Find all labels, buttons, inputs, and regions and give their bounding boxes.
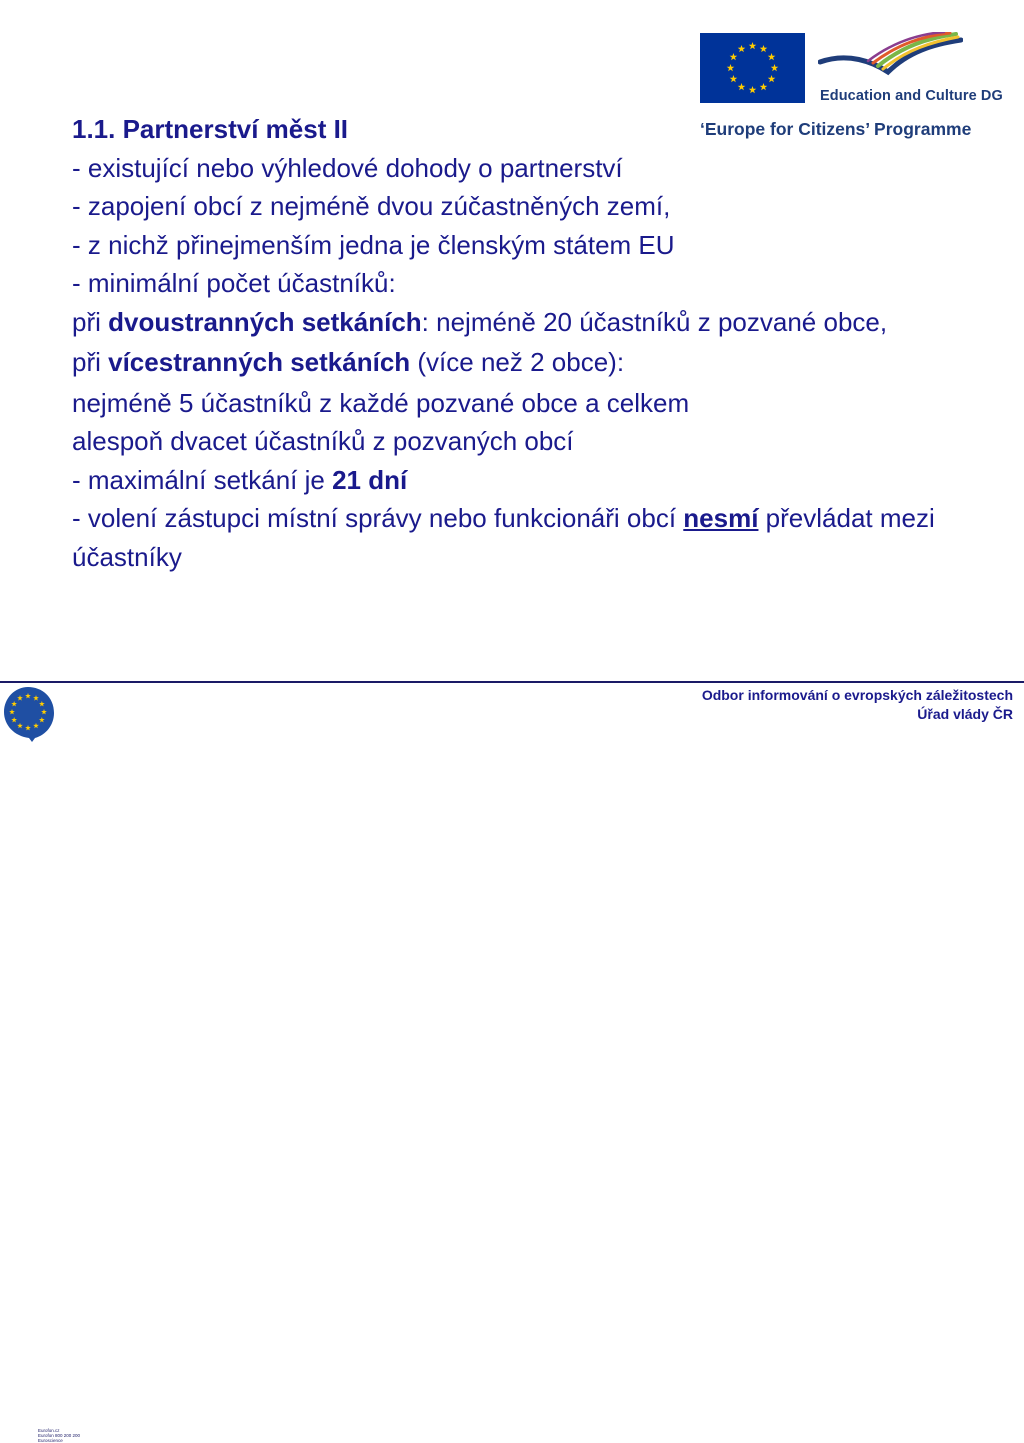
dg-label: Education and Culture DG [820, 88, 1003, 104]
programme-label: ‘Europe for Citizens’ Programme [700, 119, 972, 139]
footer-small-line: Eurofon.cz [38, 1428, 60, 1433]
footer-text [702, 686, 1013, 724]
footer-small-line: Eurofon 800 200 200 [38, 1433, 81, 1438]
eu-flag-icon [700, 33, 805, 103]
text-line: nejméně 5 účastníků z každé pozvané obce a celkem [72, 387, 690, 418]
line-rest: převládat mezi účastníky [72, 503, 935, 572]
line-bold-underlined: nesmí [683, 503, 759, 533]
bullet-bilateral [72, 303, 987, 344]
text-line: - minimální počet účastníků: [72, 268, 396, 298]
footer-small-line: Euroscience [38, 1438, 63, 1443]
text-line-max-duration [72, 461, 987, 500]
text-line: - z nichž přinejmenším jedna je členským státem EU [72, 229, 675, 260]
slide-title: 1.1. Partnerství měst II [72, 114, 349, 144]
slide-content [72, 110, 987, 576]
line-prefix: - volení zástupci místní správy nebo funkcionáři obcí [72, 503, 684, 533]
text-line: alespoň dvacet účastníků z pozvaných obcí [72, 426, 574, 456]
bullet-multilateral [72, 343, 987, 384]
line-bold: 21 dní [332, 464, 408, 495]
bullet-prefix: při [72, 306, 109, 337]
culture-swoosh-logo-icon [818, 32, 963, 82]
text-line-officials [72, 499, 987, 576]
footer-office: Úřad vlády ČR [917, 706, 1013, 722]
bullet-prefix: při [72, 347, 109, 377]
bullet-rest: : nejméně 20 účastníků z pozvané obce, [421, 306, 888, 337]
line-prefix: - maximální setkání je [72, 464, 333, 495]
bullet-bold: dvoustranných setkáních [108, 306, 422, 337]
footer-small-text [38, 1428, 82, 1443]
footer-dept: Odbor informování o evropských záležitostech [701, 687, 1013, 703]
footer-divider [0, 681, 1024, 683]
footer-emblem [0, 683, 84, 1443]
bullet-rest: (více než 2 obce): [410, 347, 625, 377]
eu-circle-emblem-icon [2, 685, 58, 743]
bullet-bold: vícestranných setkáních [108, 347, 411, 377]
text-line: - zapojení obcí z nejméně dvou zúčastněných zemí, [72, 191, 671, 221]
text-line: - existující nebo výhledové dohody o partnerství [72, 152, 623, 183]
